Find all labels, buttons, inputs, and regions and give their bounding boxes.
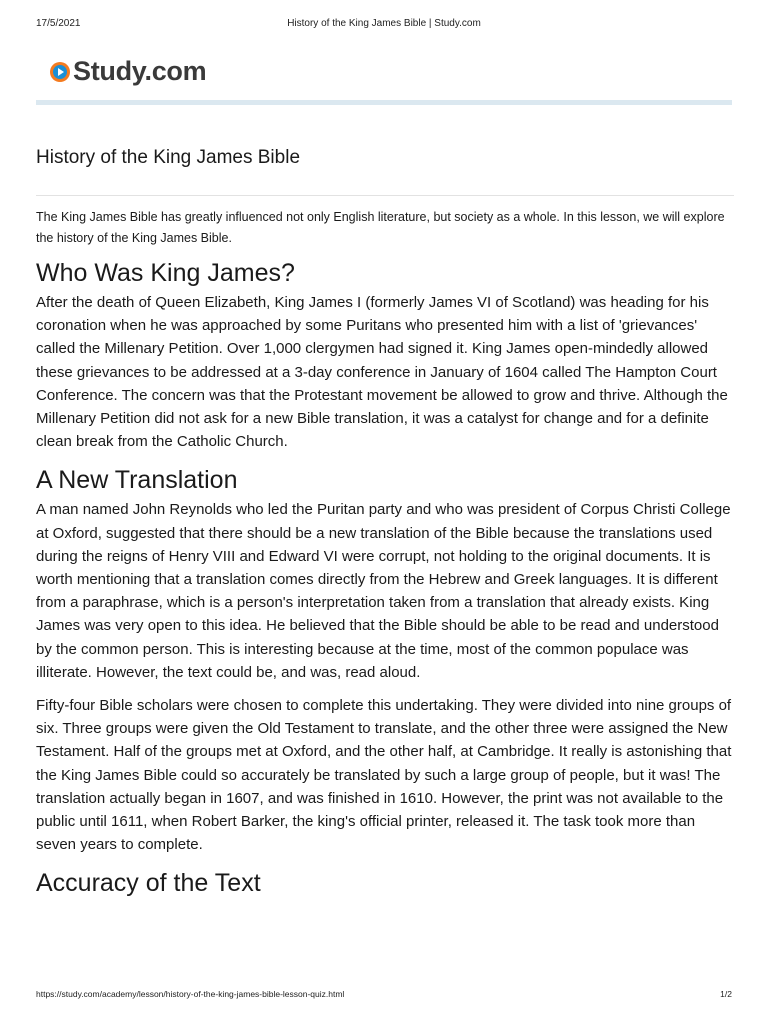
section-heading-who-was-king-james: Who Was King James? bbox=[36, 259, 295, 287]
title-divider bbox=[36, 195, 734, 196]
print-date: 17/5/2021 bbox=[36, 18, 81, 29]
paragraph: Fifty-four Bible scholars were chosen to complete this undertaking. They were divided into nine groups of six. Three groups were given the Old Testament to translate, and the other three were assigned the New Testament. Half of the groups met at Oxford, and the other half, at Cambridge. It really is astonishing that the King James Bible could so accurately be translated by such a large group of people, but it was! The translation actually began in 1607, and was finished in 1610. However, the print was not available to the public until 1611, when Robert Barker, the king's official printer, released it. The task took more than seven years to complete. bbox=[36, 697, 732, 854]
study-com-logo[interactable] bbox=[50, 54, 206, 88]
print-url: https://study.com/academy/lesson/history-of-the-king-james-bible-lesson-quiz.html bbox=[36, 989, 345, 999]
play-circle-icon bbox=[50, 62, 70, 82]
lesson-content bbox=[36, 146, 734, 901]
lesson-title: History of the King James Bible bbox=[36, 147, 301, 168]
print-header bbox=[36, 18, 732, 32]
lesson-summary: The King James Bible has greatly influenced not only English literature, but society as a whole. In this lesson, we will explore the history of the King James Bible. bbox=[36, 210, 725, 245]
print-footer bbox=[36, 989, 732, 1003]
section-heading-a-new-translation: A New Translation bbox=[36, 466, 238, 495]
print-page-title: History of the King James Bible | Study.com bbox=[287, 18, 481, 29]
paragraph: A man named John Reynolds who led the Puritan party and who was president of Corpus Christi College at Oxford, suggested that there should be a new translation of the Bible because the translations used during the reigns of Henry VIII and Edward VI were corrupt, not holding to the original documents. It is worth mentioning that a translation comes directly from the Hebrew and Greek languages. It is different from a paraphrase, which is a person's interpretation taken from a translation that already exists. King James was very open to this idea. He believed that the Bible should be able to be read and understood by the common person. This is interesting because at the time, most of the common populace was illiterate. However, the text could be, and was, read aloud. bbox=[36, 501, 731, 681]
logo-text: Study.com bbox=[73, 55, 207, 86]
header-divider bbox=[36, 100, 732, 105]
paragraph: After the death of Queen Elizabeth, King James I (formerly James VI of Scotland) was heading for his coronation when he was approached by some Puritans who presented him with a list of 'grievances' called the Millenary Petition. Over 1,000 clergymen had signed it. King James open-mindedly allowed these grievances to be addressed at a 3-day conference in January of 1604 called The Hampton Court Conference. The concern was that the Protestant movement be allowed to grow and thrive. Although the Millenary Petition did not ask for a new Bible translation, it was a catalyst for change and for a definite clean break from the Catholic Church. bbox=[36, 294, 728, 451]
print-page-number: 1/2 bbox=[720, 989, 732, 999]
section-heading-accuracy-of-the-text: Accuracy of the Text bbox=[36, 869, 261, 898]
